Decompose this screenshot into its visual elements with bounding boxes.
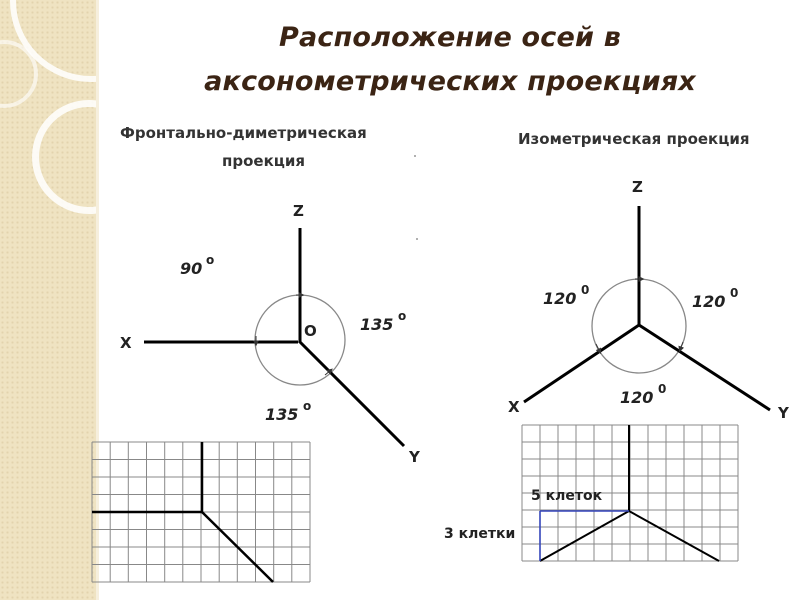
dimetric-angle-zy: 135 — [360, 315, 394, 334]
dimetric-angle-zx: 90 — [180, 259, 203, 278]
dimetric-label-y: Y — [409, 448, 420, 466]
isometric-angle-left: 120 — [543, 289, 577, 308]
isometric-angle-right: 120 — [692, 292, 726, 311]
isometric-label-x: X — [508, 398, 520, 416]
isometric-degree-right: 0 — [730, 286, 739, 300]
isometric-axis-y — [639, 325, 770, 410]
grid-label-5-cells: 5 клеток — [531, 488, 603, 504]
slide-title-line-1: Расположение осей в — [278, 22, 622, 53]
grid-label-3-cells: 3 клетки — [444, 526, 516, 542]
speck — [414, 155, 416, 157]
dimetric-degree-zx: o — [206, 253, 215, 267]
dimetric-axis-y — [299, 341, 404, 446]
isometric-degree-bottom: 0 — [658, 382, 667, 396]
dimetric-label-z: Z — [293, 202, 304, 220]
slide-title-line-2: аксонометрических проекциях — [204, 66, 696, 97]
isometric-projection — [444, 130, 790, 561]
isometric-arc-arrow — [680, 342, 683, 350]
speck — [416, 238, 418, 240]
isometric-label-y: Y — [778, 404, 789, 422]
isometric-angle-bottom: 120 — [620, 388, 654, 407]
isometric-label-z: Z — [632, 178, 643, 196]
dimetric-label-x: X — [120, 334, 132, 352]
dimetric-heading-line-2: проекция — [222, 152, 306, 170]
dimetric-label-origin: O — [304, 322, 317, 340]
dimetric-projection — [92, 124, 421, 582]
dimetric-angle-xy: 135 — [265, 405, 299, 424]
dimetric-degree-xy: o — [303, 399, 312, 413]
dimetric-degree-zy: o — [398, 309, 407, 323]
isometric-degree-left: 0 — [581, 283, 590, 297]
isometric-heading: Изометрическая проекция — [518, 130, 750, 148]
dimetric-heading-line-1: Фронтально-диметрическая — [120, 124, 367, 142]
